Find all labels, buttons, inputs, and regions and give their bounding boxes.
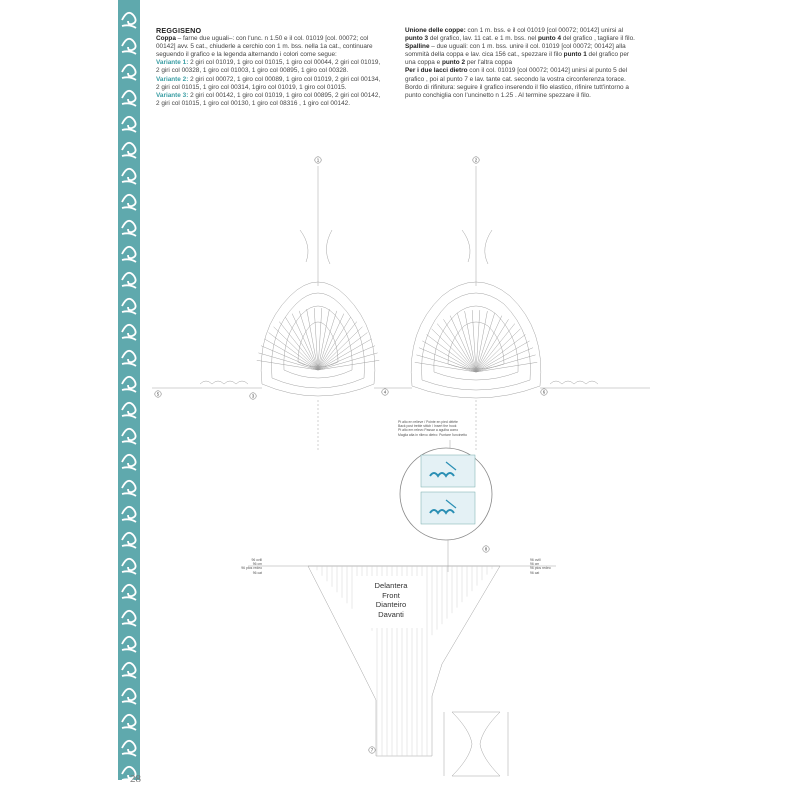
lacci-text: con il col. 01019 [col 00072; 00142] unirsi al punto 5 del grafico , poi al punto 7 e lav. tante cat. secondo la vostra circonferenza torace.	[405, 67, 628, 83]
coppa-label: Coppa	[156, 35, 176, 43]
stitch-note	[398, 420, 528, 437]
unione-text-c: del grafico , tagliare il filo.	[561, 35, 635, 43]
coppa-text: – farne due uguali–: con l'unc. n 1.50 e il col. 01019 [col. 00072; col 00142] avv. 5 cat., chiuderle a cerchio con 1 m. bss. nella 1a cat., continuare seguendo il grafico e la legenda alternando i colori come segue:	[156, 35, 373, 59]
point-marker-label-3: 3	[251, 393, 255, 399]
unione-text-b: del grafico, lav. 11 cat. e 1 m. bss. nel	[428, 35, 538, 43]
right-side-label-4: 96 cat	[530, 570, 540, 575]
variante1-label: Variante 1:	[156, 59, 189, 67]
point-marker-label-2: 2	[474, 157, 478, 163]
right-side-label-2: 96 cm	[530, 562, 540, 567]
point-marker-label-4: 4	[383, 389, 387, 395]
front-label	[356, 576, 426, 628]
front-label-line-4: Davanti	[378, 609, 404, 619]
page-number: 28	[130, 773, 141, 785]
variante1-text: 2 giri col 01019, 1 giro col 01015, 1 giro col 00044, 2 giri col 01019, 2 giri col 00328, 1 giro col 01003, 1 giro col 00895, 1 giro col 00328.	[156, 59, 381, 75]
right-cup-chart	[411, 166, 541, 398]
bordo-paragraph: Bordo di rifinitura: seguire il grafico inserendo il filo elastico, rifinire tutt'intorno a punto conchiglia con l'uncinetto n 1.25 . Al termine spezzare il filo.	[405, 83, 629, 99]
right-side-label-1: 96 ovill	[530, 558, 541, 562]
spalline-label: Spalline	[405, 43, 430, 51]
lacci-label: Per i due lacci dietro	[405, 67, 468, 75]
left-side-label	[232, 558, 262, 575]
variante2-text: 2 giri col 00072, 1 giro col 00089, 1 giro col 01019, 2 giri col 00134, 2 giri col 01015, 1 giro col 00314, 1giro col 01019, 1 giro col 01015.	[156, 75, 381, 91]
section-title: REGGISENO	[156, 26, 202, 35]
stitch-detail-magnifier	[400, 448, 492, 540]
shape-thumbnail	[444, 712, 508, 776]
variante3-text: 2 giri col 00142, 1 giro col 01019, 1 giro col 00895, 2 giri col 00142, 2 giri col 01015, 1 giro col 00130, 1 giro col 08316 , 1 giro col 00142.	[156, 91, 381, 107]
left-side-label-1: 96 ovill	[251, 558, 262, 562]
right-side-label	[530, 558, 560, 575]
variante2-label: Variante 2:	[156, 75, 189, 83]
point-marker-label-5: 5	[156, 391, 160, 397]
point-marker-label-7: 7	[370, 747, 374, 753]
spalline-text: – due uguali: con 1 m. bss. unire il col. 01019 [col 00072; 00142] alla sommità della coppa e lav. cica 156 cat., spezzare il filo	[405, 43, 626, 59]
stitch-note-line-4: Maglia alta in rilievo dietro: Puntare l'uncinetto	[398, 432, 468, 437]
point-marker-label-8: 8	[484, 546, 488, 552]
stitch-note-line-1: Pt alto en relieve / Pointe en pied déléte	[398, 420, 458, 424]
stitch-note-line-3: Pt alto em relevo Passar a agulha como	[398, 428, 459, 433]
punto2-label: punto 2	[441, 59, 466, 67]
front-label-line-3: Dianteiro	[375, 600, 407, 609]
punto3-label: punto 3	[405, 35, 429, 43]
right-side-label-3: 96 ptos redeo	[530, 566, 551, 571]
left-side-label-4: 96 cat	[252, 570, 262, 575]
spalline-text-b: del grafico per una coppa e	[405, 51, 630, 67]
point-marker-label-1: 1	[316, 157, 320, 163]
variante3-label: Variante 3:	[156, 91, 189, 99]
spalline-text-c: per l'altra coppa	[465, 59, 513, 67]
punto4-label: punto 4	[537, 35, 562, 43]
left-side-label-3: 96 ptos redeo	[241, 566, 262, 571]
punto1-label: punto 1	[563, 51, 587, 59]
left-cup-chart	[257, 166, 379, 396]
unione-text-a: con 1 m. bss. e il col 01019 [col 00072; 00142] unirsi al	[465, 27, 624, 34]
front-label-line-1: Delantera	[374, 581, 408, 590]
point-marker-label-6: 6	[542, 389, 546, 395]
stitch-note-line-2: Back post treble stitch / Insert the hook	[398, 424, 457, 429]
left-side-label-2: 96 cm	[252, 562, 262, 567]
unione-label: Unione delle coppe:	[405, 27, 466, 34]
front-label-line-2: Front	[382, 590, 400, 600]
